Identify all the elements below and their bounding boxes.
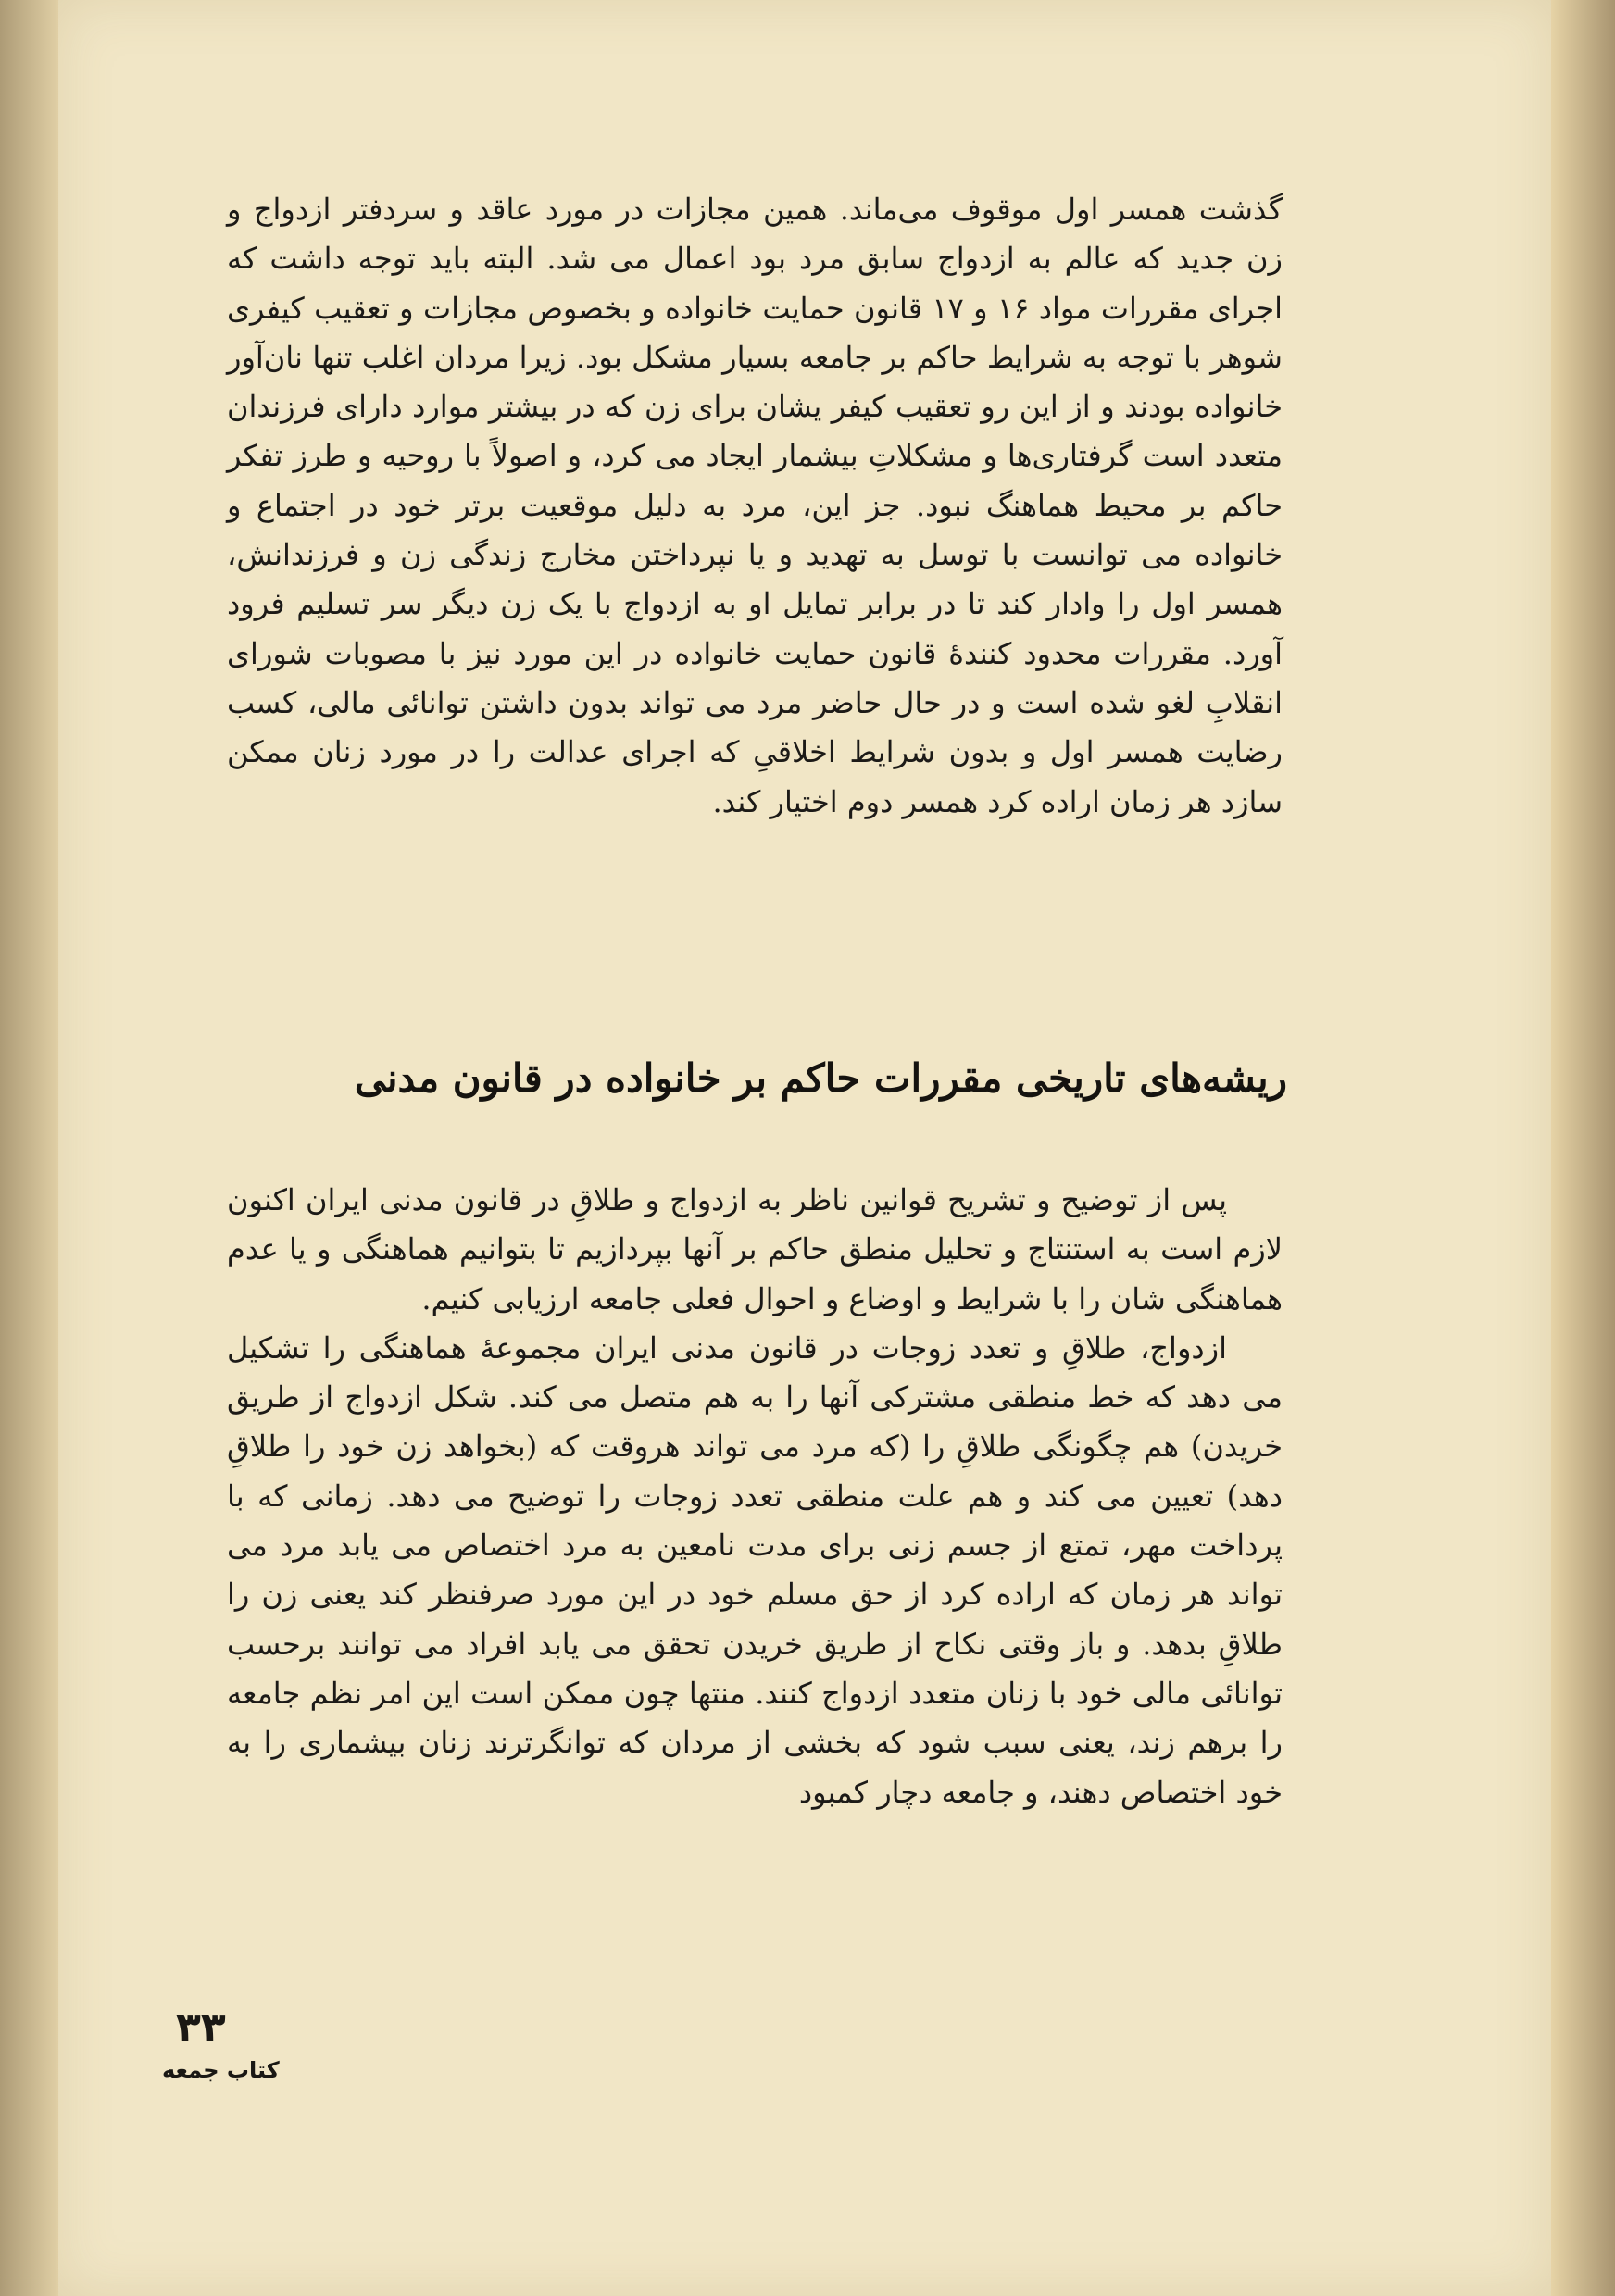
body-section-2 bbox=[227, 1176, 1283, 1817]
book-title: کتاب جمعه bbox=[162, 2057, 280, 2083]
section-heading: ریشه‌های تاریخی مقررات حاکم بر خانواده در قانون مدنی bbox=[354, 1055, 1287, 1101]
page-number: ۳۳ bbox=[176, 2004, 226, 2052]
page-edge-right bbox=[1551, 0, 1615, 2296]
paragraph-3: ازدواج، طلاقِ و تعدد زوجات در قانون مدنی ایران مجموعهٔ هماهنگی را تشکیل می دهد که خط منطقی مشترکی آنها را به هم متصل می کند. شکل ازدواج از طریق خریدن) هم چگونگی طلاقِ را (که مرد می تواند هروقت که (بخواهد زن خود را طلاقِ دهد) تعیین می کند و هم علت منطقی تعدد زوجات را توضیح می دهد. زمانی که با پرداخت مهر، تمتع از جسم زنی برای مدت نامعین به مرد اختصاص می یابد مرد می تواند هر زمان که اراده کرد از حق مسلم خود در این مورد صرفنظر کند یعنی زن را طلاقِ بدهد. و باز وقتی نکاح از طریق خریدن تحقق می یابد افراد می توانند برحسب توانائی مالی خود با زنان متعدد ازدواج کنند. منتها چون ممکن است این امر نظم جامعه را برهم زند، یعنی سبب شود که بخشی از مردان که توانگرترند زنان بیشماری را به خود اختصاص دهند، و جامعه دچار کمبود bbox=[227, 1329, 1283, 1810]
body-section-1 bbox=[227, 185, 1283, 827]
page-edge-left bbox=[0, 0, 58, 2296]
paragraph-1: گذشت همسر اول موقوف می‌ماند. همین مجازات در مورد عاقد و سردفتر ازدواج و زن جدید که عالم به ازدواج سابق مرد بود اعمال می شد. البته باید توجه داشت که اجرای مقررات مواد ۱۶ و ۱۷ قانون حمایت خانواده و بخصوص مجازات و تعقیب کیفری شوهر با توجه به شرایط حاکم بر جامعه بسیار مشکل بود. زیرا مردان اغلب تنها نان‌آور خانواده بودند و از این رو تعقیب کیفر یشان برای زن که در بیشتر موارد دارای فرزندان متعدد است گرفتاری‌ها و مشکلاتِ بیشمار ایجاد می کرد، و اصولاً با روحیه و طرز تفکر حاکم بر محیط هماهنگ نبود. جز این، مرد به دلیل موقعیت برتر خود در اجتماع و خانواده می توانست با توسل به تهدید و یا نپرداختن مخارج زندگی زن و فرزندانش، همسر اول را وادار کند تا در برابر تمایل او به ازدواج با یک زن دیگر سر تسلیم فرود آورد. مقررات محدود کنندهٔ قانون حمایت خانواده در این مورد نیز با مصوبات شورای انقلابِ لغو شده است و در حال حاضر مرد می تواند بدون داشتن توانائی مالی، کسب رضایت همسر اول و بدون شرایط اخلاقیِ که اجرای عدالت را در مورد زنان ممکن سازد هر زمان اراده کرد همسر دوم اختیار کند. bbox=[227, 192, 1283, 819]
paragraph-2: پس از توضیح و تشریح قوانین ناظر به ازدواج و طلاقِ در قانون مدنی ایران اکنون لازم است به استنتاج و تحلیل منطق حاکم بر آنها بپردازیم تا بتوانیم هماهنگی و یا عدم هماهنگی شان را با شرایط و اوضاع و احوال فعلی جامعه ارزیابی کنیم. bbox=[227, 1182, 1283, 1316]
